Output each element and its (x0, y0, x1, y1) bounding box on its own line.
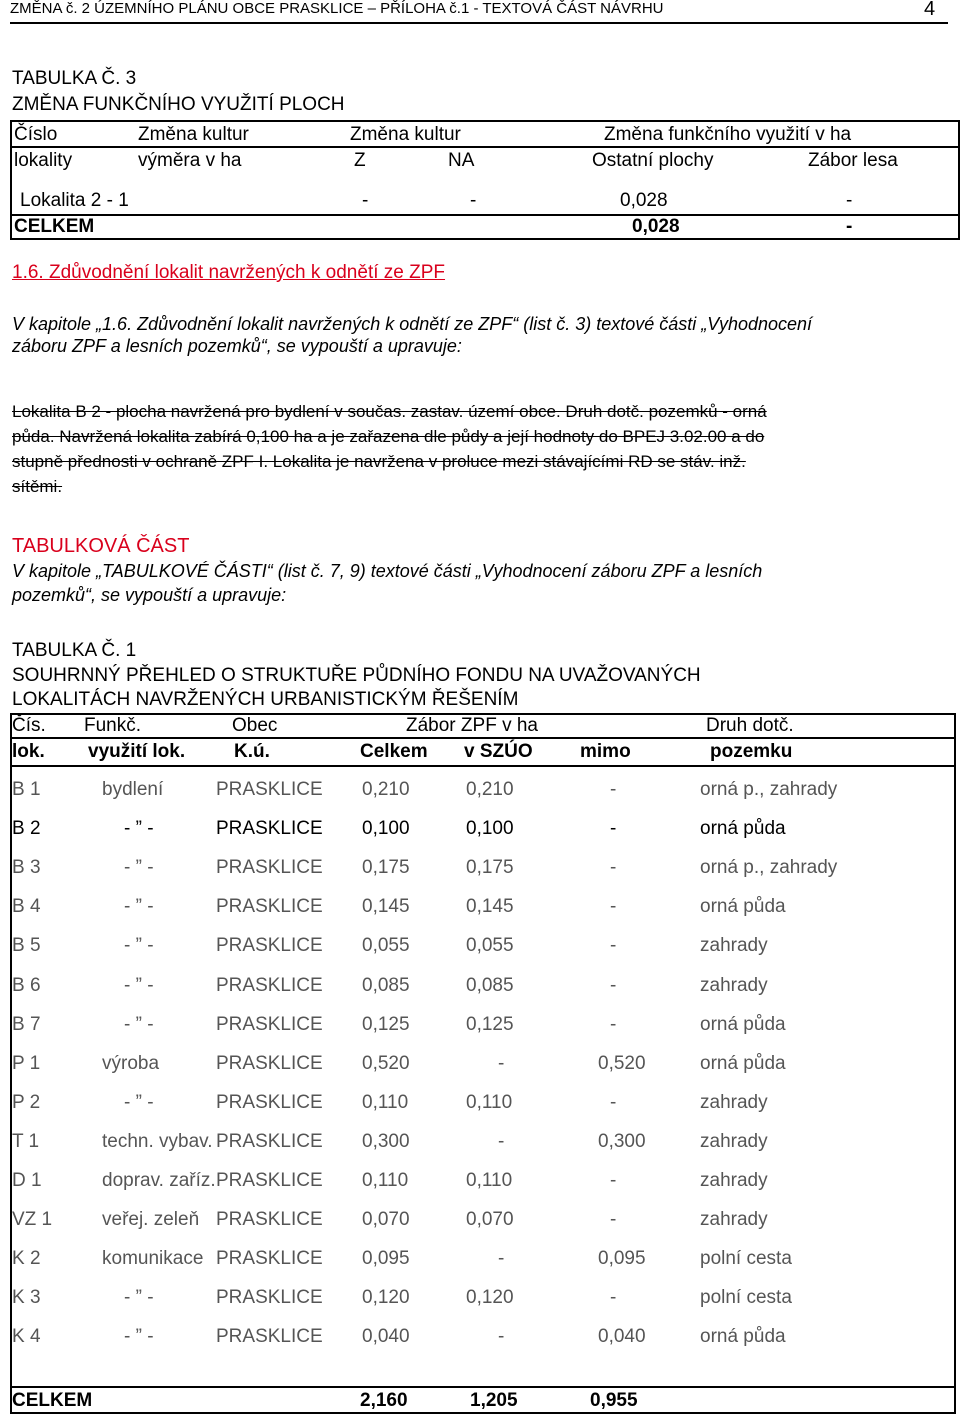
cell-druh: zahrady (700, 1170, 768, 1191)
cell-id: P 2 (12, 1092, 41, 1113)
cell-szuo: 0,120 (466, 1287, 514, 1308)
cell-druh: orná půda (700, 1014, 786, 1035)
cell-szuo: - (498, 1131, 505, 1152)
cell-celkem: 0,145 (362, 896, 410, 917)
cell-celkem: 0,070 (362, 1209, 410, 1230)
cell-szuo: - (498, 1326, 505, 1347)
table-row (12, 1326, 952, 1350)
cell-obec: PRASKLICE (216, 1326, 323, 1347)
cell-szuo: 0,175 (466, 857, 514, 878)
cell-obec: PRASKLICE (216, 857, 323, 878)
t3-row-zabor: - (846, 190, 853, 211)
cell-druh: orná půda (700, 1326, 786, 1347)
cell-fn: - ” - (124, 857, 154, 878)
cell-druh: zahrady (700, 1131, 768, 1152)
cell-celkem: 0,095 (362, 1248, 410, 1269)
cell-id: K 2 (12, 1248, 41, 1269)
table3 (10, 120, 960, 240)
t1-h1-obec: Obec (232, 715, 278, 736)
cell-druh: orná p., zahrady (700, 779, 838, 800)
t3-row-na: - (470, 190, 477, 211)
table-row (12, 1209, 952, 1233)
cell-celkem: 0,110 (362, 1170, 409, 1191)
cell-obec: PRASKLICE (216, 935, 323, 956)
cell-id: K 4 (12, 1326, 41, 1347)
cell-szuo: - (498, 1053, 505, 1074)
cell-id: VZ 1 (12, 1209, 53, 1230)
cell-szuo: 0,125 (466, 1014, 514, 1035)
cell-celkem: 0,110 (362, 1092, 409, 1113)
table1-subtitle-1: SOUHRNNÝ PŘEHLED O STRUKTUŘE PŮDNÍHO FONDU NA UVAŽOVANÝCH (12, 665, 701, 686)
cell-szuo: 0,110 (466, 1170, 513, 1191)
cell-obec: PRASKLICE (216, 1170, 323, 1191)
t3-row-lokalita: Lokalita 2 - 1 (20, 190, 129, 211)
table1-subtitle-2: LOKALITÁCH NAVRŽENÝCH URBANISTICKÝM ŘEŠENÍM (12, 689, 519, 710)
cell-fn: veřej. zeleň (102, 1209, 200, 1230)
cell-fn: - ” - (124, 818, 154, 839)
cell-fn: - ” - (124, 1326, 154, 1347)
cell-szuo: 0,085 (466, 975, 514, 996)
t3-h1-cislo: Číslo (14, 124, 58, 145)
cell-celkem: 0,120 (362, 1287, 410, 1308)
cell-szuo: 0,110 (466, 1092, 513, 1113)
cell-szuo: 0,100 (466, 818, 514, 839)
cell-szuo: 0,210 (466, 779, 514, 800)
table-row (12, 1092, 952, 1116)
t1-total-divider (10, 1386, 956, 1388)
cell-celkem: 0,040 (362, 1326, 410, 1347)
cell-obec: PRASKLICE (216, 975, 323, 996)
section-heading-1-6: 1.6. Zdůvodnění lokalit navržených k odnětí ze ZPF (12, 262, 446, 283)
t3-total-zabor: - (846, 216, 853, 237)
table-row (12, 1287, 952, 1311)
t3-divider-total (12, 214, 958, 216)
cell-obec: PRASKLICE (216, 1053, 323, 1074)
cell-mimo: - (610, 935, 617, 956)
cell-id: T 1 (12, 1131, 40, 1152)
t3-h2-na: NA (448, 150, 475, 171)
cell-obec: PRASKLICE (216, 1248, 323, 1269)
cell-mimo: - (610, 779, 617, 800)
cell-fn: - ” - (124, 896, 154, 917)
struck-line-2: půda. Navržená lokalita zabírá 0,100 ha a je zařazena dle půdy a její hodnoty do BPEJ 3.02.00 a do (12, 427, 765, 446)
table-row (12, 935, 952, 959)
header-text: ZMĚNA č. 2 ÚZEMNÍHO PLÁNU OBCE PRASKLICE – PŘÍLOHA č.1 - TEXTOVÁ ČÁST NÁVRHU (10, 0, 664, 17)
t1-h2-pozemku: pozemku (710, 741, 793, 762)
cell-mimo: - (610, 1014, 617, 1035)
cell-fn: bydlení (102, 779, 164, 800)
cell-fn: výroba (102, 1053, 160, 1074)
cell-celkem: 0,175 (362, 857, 410, 878)
cell-id: B 6 (12, 975, 41, 996)
cell-obec: PRASKLICE (216, 896, 323, 917)
cell-szuo: 0,145 (466, 896, 514, 917)
t3-h1-zmena-kultur-1: Změna kultur (138, 124, 249, 145)
t1-header-divider-2 (10, 765, 956, 767)
cell-id: B 4 (12, 896, 41, 917)
t3-h2-vymera: výměra v ha (138, 150, 242, 171)
tabular-heading: TABULKOVÁ ČÁST (12, 535, 190, 557)
cell-druh: orná p., zahrady (700, 857, 838, 878)
table1-title: TABULKA Č. 1 (12, 640, 137, 661)
cell-obec: PRASKLICE (216, 1131, 323, 1152)
table-row (12, 975, 952, 999)
cell-fn: techn. vybav. (102, 1131, 213, 1152)
t1-h1-druh: Druh dotč. (706, 715, 794, 736)
cell-obec: PRASKLICE (216, 1209, 323, 1230)
cell-mimo: 0,040 (598, 1326, 646, 1347)
table3-subtitle: ZMĚNA FUNKČNÍHO VYUŽITÍ PLOCH (12, 94, 345, 115)
section16-para-line1: V kapitole „1.6. Zdůvodnění lokalit navržených k odnětí ze ZPF“ (list č. 3) textové části „Vyhodnocení (12, 314, 813, 334)
tabular-para-line1: V kapitole „TABULKOVÉ ČÁSTI“ (list č. 7, 9) textové části „Vyhodnocení záboru ZPF a lesních (12, 561, 763, 581)
cell-obec: PRASKLICE (216, 818, 323, 839)
table-row (12, 857, 952, 881)
cell-celkem: 0,300 (362, 1131, 410, 1152)
cell-id: K 3 (12, 1287, 41, 1308)
cell-mimo: - (610, 1209, 617, 1230)
table3-title: TABULKA Č. 3 (12, 68, 137, 89)
cell-celkem: 0,055 (362, 935, 410, 956)
cell-mimo: - (610, 857, 617, 878)
cell-id: P 1 (12, 1053, 41, 1074)
t3-total-label: CELKEM (14, 216, 95, 237)
cell-mimo: - (610, 1092, 617, 1113)
t1-h1-funkc: Funkč. (84, 715, 142, 736)
cell-fn: - ” - (124, 1014, 154, 1035)
table-row (12, 1131, 952, 1155)
cell-druh: zahrady (700, 975, 768, 996)
cell-celkem: 0,100 (362, 818, 410, 839)
cell-druh: zahrady (700, 1209, 768, 1230)
cell-druh: polní cesta (700, 1248, 792, 1269)
t1-header-divider (10, 737, 956, 739)
cell-druh: orná půda (700, 818, 786, 839)
tabular-para-line2: pozemků“, se vypouští a upravuje: (12, 585, 287, 605)
t1-total-celkem: 2,160 (360, 1390, 408, 1411)
cell-obec: PRASKLICE (216, 1287, 323, 1308)
table-row (12, 1014, 952, 1038)
cell-druh: orná půda (700, 1053, 786, 1074)
table-row (12, 818, 952, 842)
cell-fn: doprav. zaříz. (102, 1170, 216, 1191)
t1-total-szuo: 1,205 (470, 1390, 518, 1411)
cell-obec: PRASKLICE (216, 1092, 323, 1113)
cell-celkem: 0,085 (362, 975, 410, 996)
cell-druh: zahrady (700, 935, 768, 956)
table-row (12, 1170, 952, 1194)
t3-h2-z: Z (354, 150, 366, 171)
t3-h1-zmena-funkcniho: Změna funkčního využití v ha (604, 124, 852, 145)
cell-fn: - ” - (124, 935, 154, 956)
header-divider (10, 22, 948, 24)
cell-mimo: - (610, 1287, 617, 1308)
cell-szuo: - (498, 1248, 505, 1269)
t1-h2-lok: lok. (12, 741, 45, 762)
t3-row-z: - (362, 190, 369, 211)
cell-mimo: - (610, 818, 617, 839)
cell-id: B 7 (12, 1014, 41, 1035)
struck-line-3: stupně přednosti v ochraně ZPF I. Lokalita je navržena v proluce mezi stávajícími RD se stáv. inž. (12, 452, 746, 471)
cell-szuo: 0,055 (466, 935, 514, 956)
cell-mimo: 0,520 (598, 1053, 646, 1074)
cell-fn: - ” - (124, 975, 154, 996)
cell-celkem: 0,210 (362, 779, 410, 800)
struck-line-4: sítěmi. (12, 477, 63, 496)
t3-row-ostatni: 0,028 (620, 190, 668, 211)
t1-h2-ku: K.ú. (234, 741, 270, 762)
cell-id: B 5 (12, 935, 41, 956)
table-row (12, 896, 952, 920)
t1-h2-vyuziti: využití lok. (88, 741, 186, 762)
t1-total-mimo: 0,955 (590, 1390, 638, 1411)
cell-fn: - ” - (124, 1287, 154, 1308)
table-row (12, 1053, 952, 1077)
cell-id: B 2 (12, 818, 41, 839)
cell-mimo: 0,095 (598, 1248, 646, 1269)
cell-celkem: 0,520 (362, 1053, 410, 1074)
cell-id: B 3 (12, 857, 41, 878)
cell-druh: zahrady (700, 1092, 768, 1113)
table-row (12, 779, 952, 803)
cell-mimo: 0,300 (598, 1131, 646, 1152)
struck-line-1: Lokalita B 2 - plocha navržená pro bydlení v součas. zastav. území obce. Druh dotč. pozemků - orná (12, 402, 767, 421)
page-header: ZMĚNA č. 2 ÚZEMNÍHO PLÁNU OBCE PRASKLICE – PŘÍLOHA č.1 - TEXTOVÁ ČÁST NÁVRHU 4 (10, 0, 664, 17)
cell-druh: orná půda (700, 896, 786, 917)
cell-szuo: 0,070 (466, 1209, 514, 1230)
cell-druh: polní cesta (700, 1287, 792, 1308)
cell-fn: - ” - (124, 1092, 154, 1113)
cell-mimo: - (610, 1170, 617, 1191)
cell-obec: PRASKLICE (216, 779, 323, 800)
t1-h2-szuo: v SZÚO (464, 741, 533, 762)
cell-id: D 1 (12, 1170, 42, 1191)
t3-total-ostatni: 0,028 (632, 216, 680, 237)
cell-mimo: - (610, 975, 617, 996)
t3-divider (12, 146, 958, 148)
cell-mimo: - (610, 896, 617, 917)
t3-h2-lokality: lokality (14, 150, 73, 171)
cell-fn: komunikace (102, 1248, 204, 1269)
table-row (12, 1248, 952, 1272)
cell-celkem: 0,125 (362, 1014, 410, 1035)
cell-id: B 1 (12, 779, 41, 800)
section16-para-line2: záboru ZPF a lesních pozemků“, se vypouští a upravuje: (12, 336, 462, 356)
t3-h2-zabor-lesa: Zábor lesa (808, 150, 898, 171)
t1-h2-celkem: Celkem (360, 741, 428, 762)
t1-h1-zabor: Zábor ZPF v ha (406, 715, 538, 736)
t3-h1-zmena-kultur-2: Změna kultur (350, 124, 461, 145)
t1-h2-mimo: mimo (580, 741, 631, 762)
cell-obec: PRASKLICE (216, 1014, 323, 1035)
t1-total-label: CELKEM (12, 1390, 93, 1411)
t1-h1-cis: Čís. (12, 715, 46, 736)
t3-h2-ostatni: Ostatní plochy (592, 150, 714, 171)
